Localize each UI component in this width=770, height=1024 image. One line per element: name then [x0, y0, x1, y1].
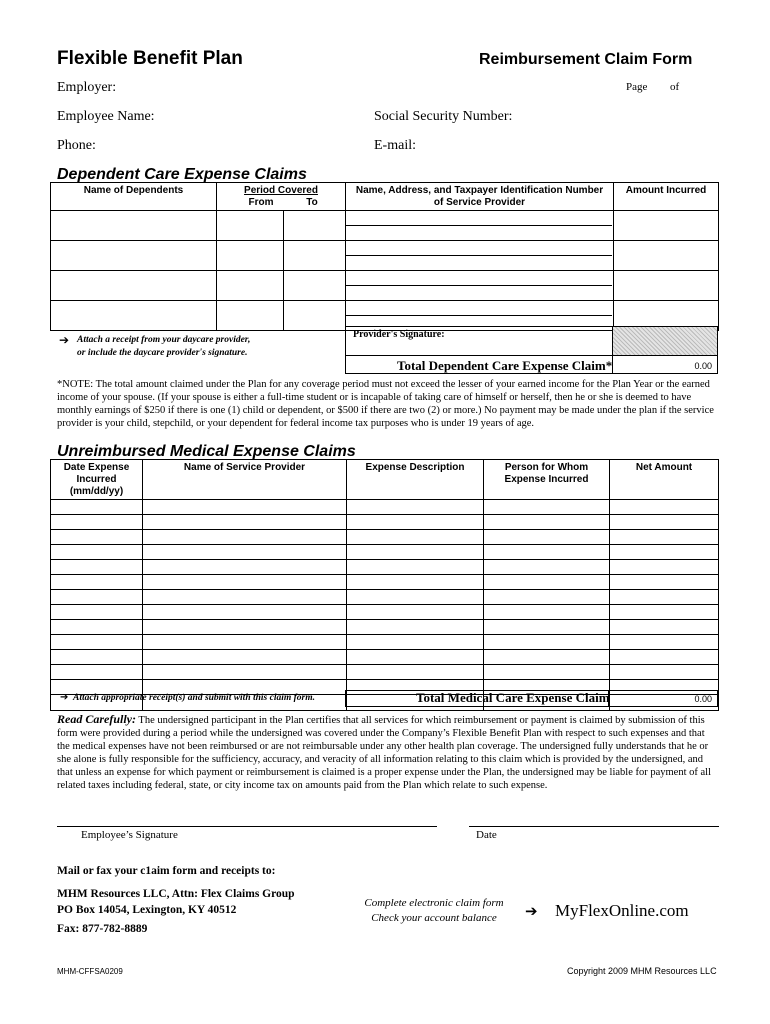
amount-cell[interactable]: [614, 241, 719, 271]
col-person: Person for Whom Expense Incurred: [484, 460, 610, 500]
form-code: MHM-CFFSA0209: [57, 967, 123, 976]
date-line[interactable]: [469, 826, 719, 827]
medical-section-title: Unreimbursed Medical Expense Claims: [57, 443, 356, 460]
table-row: [51, 545, 719, 560]
daycare-attach-note: Attach a receipt from your daycare provider, or include the daycare provider's signature.: [77, 335, 251, 358]
col-provider: Name, Address, and Taxpayer Identification Number of Service Provider: [346, 183, 614, 211]
col-amount-incurred: Amount Incurred: [614, 183, 719, 211]
dependent-care-table: [50, 182, 719, 331]
col-period-covered: Period Covered From To: [217, 183, 346, 211]
to-cell[interactable]: [284, 271, 346, 301]
provider-signature-label: Provider's Signature:: [353, 329, 445, 340]
table-row: [51, 665, 719, 680]
to-cell[interactable]: [284, 301, 346, 331]
right-arrow-icon: ➔: [525, 902, 538, 920]
amount-cell[interactable]: [614, 211, 719, 241]
ssn-label: Social Security Number:: [374, 109, 513, 124]
amount-cell[interactable]: [614, 271, 719, 301]
mail-address: MHM Resources LLC, Attn: Flex Claims Group PO Box 14054, Lexington, KY 40512 Fax: 877-782-8889: [57, 888, 295, 935]
copyright: Copyright 2009 MHM Resources LLC: [567, 966, 717, 976]
col-dependents: Name of Dependents: [51, 183, 217, 211]
of-label: of: [670, 81, 680, 93]
email-label: E-mail:: [374, 138, 416, 153]
table-row: [51, 650, 719, 665]
col-net-amount: Net Amount: [610, 460, 719, 500]
form-title: Reimbursement Claim Form: [479, 51, 693, 68]
col-date-incurred: Date Expense Incurred (mm/dd/yy): [51, 460, 143, 500]
date-label: Date: [476, 829, 497, 841]
employee-signature-line[interactable]: [57, 826, 437, 827]
employee-signature-label: Employee’s Signature: [81, 829, 178, 841]
table-row: [51, 605, 719, 620]
to-cell[interactable]: [284, 241, 346, 271]
table-row: [51, 620, 719, 635]
dependent-name-cell[interactable]: [51, 211, 217, 241]
dependent-total-label: Total Dependent Care Expense Claim*: [397, 358, 613, 373]
mail-heading: Mail or fax your c1aim form and receipts to:: [57, 865, 276, 877]
phone-label: Phone:: [57, 138, 96, 153]
from-cell[interactable]: [217, 301, 284, 331]
dependent-care-note: *NOTE: The total amount claimed under the Plan for any coverage period must not exceed the lesser of your earned income for the Plan Year or the earned income of your spouse. (If your spouse is either a full-time student or is incapable of taking care of himself or herself, then he or she is deemed to have monthly earnings of $250 if there is one (1) child or dependent, or $500 if there are two (2) or more.) No payment may be made under the plan if the service provider is your child, stepchild, or your dependent for federal income tax purposes who is under 19 years of age.: [57, 379, 714, 429]
table-row: [51, 635, 719, 650]
dependent-name-cell[interactable]: [51, 271, 217, 301]
employer-label: Employer:: [57, 80, 117, 95]
col-expense-description: Expense Description: [347, 460, 484, 500]
from-cell[interactable]: [217, 241, 284, 271]
page-label: Page: [626, 81, 648, 93]
dependent-total-value: 0.00: [694, 361, 712, 371]
table-row: [51, 560, 719, 575]
online-info: Complete electronic claim form Check your account balance: [364, 897, 504, 924]
shaded-cell: [613, 327, 717, 355]
table-row: [51, 530, 719, 545]
table-row: [51, 500, 719, 515]
from-cell[interactable]: [217, 271, 284, 301]
dependent-name-cell[interactable]: [51, 241, 217, 271]
employee-name-label: Employee Name:: [57, 109, 155, 124]
from-cell[interactable]: [217, 211, 284, 241]
to-cell[interactable]: [284, 211, 346, 241]
table-row: [51, 575, 719, 590]
right-arrow-icon: ➔: [60, 692, 69, 703]
col-service-provider: Name of Service Provider: [143, 460, 347, 500]
read-carefully-lead: Read Carefully:: [57, 712, 136, 726]
certification-text: Read Carefully: The undersigned participant in the Plan certifies that all services for which reimbursement or payment is claimed by submission of this form were provided during a period while the undersigned was covered under the Company’s Flexible Benefit Plan with respect to such expenses and that the medical expenses have not been reimbursed or are not reimbursable under any other health plan coverage. The undersigned fully understands that he or she alone is fully responsible for the sufficiency, accuracy, and veracity of all information relating to this claim which is provided by the undersigned, and that unless an expense for which payment or reimbursement is claimed is a proper expense under the Plan, the undersigned may be liable for payment of all related taxes including federal, state, or city income tax on amounts paid from the Plan which relate to such expense.: [57, 712, 712, 791]
medical-total-value: 0.00: [694, 694, 712, 704]
table-row: [51, 590, 719, 605]
table-row: [51, 515, 719, 530]
myflexonline-link[interactable]: MyFlexOnline.com: [555, 901, 689, 920]
dependent-name-cell[interactable]: [51, 301, 217, 331]
dependent-care-section-title: Dependent Care Expense Claims: [57, 166, 307, 183]
medical-attach-note: Attach appropriate receipt(s) and submit with this claim form.: [73, 693, 316, 703]
medical-table: [50, 459, 719, 711]
plan-title: Flexible Benefit Plan: [57, 48, 243, 69]
medical-total-label: Total Medical Care Expense Claim: [416, 690, 610, 705]
right-arrow-icon: ➔: [59, 333, 70, 347]
